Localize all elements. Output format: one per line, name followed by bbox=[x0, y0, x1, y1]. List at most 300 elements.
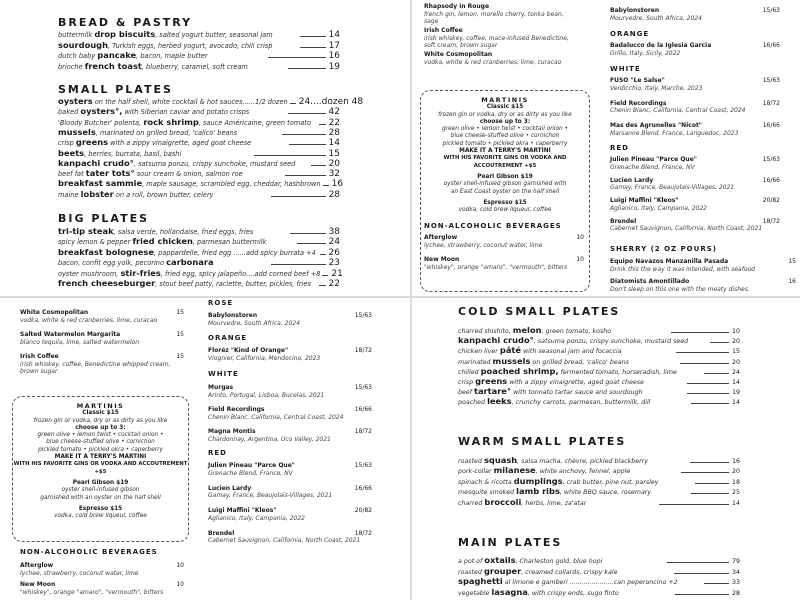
menu-item-row bbox=[58, 227, 340, 237]
section-title-white: WHITE bbox=[610, 65, 641, 73]
menu-item-description bbox=[458, 466, 679, 476]
drink-item bbox=[20, 581, 184, 596]
drink-price: 18/72 bbox=[354, 529, 372, 537]
menu-item-price: 20 bbox=[732, 338, 741, 346]
drink-description: Chenin Blanc, California, Central Coast, 2024 bbox=[610, 107, 746, 115]
drink-description: Chenin Blanc, California, Central Coast, 2024 bbox=[208, 413, 344, 421]
section-title-orange: ORANGE bbox=[610, 30, 650, 38]
drink-description: irish whiskey, coffee, Benedictine whipped cream, brown sugar bbox=[20, 360, 171, 376]
menu-item-prefix: vegetable bbox=[458, 589, 490, 597]
drink-name: Salted Watermelon Margarita bbox=[20, 331, 121, 338]
menu-item-detail: , satsuma ponzu, crispy sunchoke, mustard seed bbox=[133, 159, 296, 168]
martini-options: pickled tomato • pickled okra • caperberry bbox=[38, 446, 163, 453]
leader-line bbox=[282, 134, 325, 135]
menu-item-detail: , herbs, lime, za'atar bbox=[521, 499, 587, 507]
menu-item-price: 16 bbox=[328, 51, 341, 61]
section-title-bread: BREAD & PASTRY bbox=[58, 16, 193, 29]
menu-item-price: 22 bbox=[328, 279, 340, 289]
menu-item-prefix: a pot of bbox=[458, 558, 483, 565]
drink-item bbox=[208, 507, 372, 522]
drink-name: Julien Pineau "Parce Que" bbox=[610, 156, 697, 163]
menu-item-price: 14 bbox=[328, 138, 340, 149]
drink-item bbox=[424, 256, 584, 271]
martini-terry: MAKE IT A TERRY'S MARTINI bbox=[459, 148, 551, 155]
drink-item bbox=[610, 218, 780, 233]
drink-description: Verdicchio, Italy, Marche, 2023 bbox=[610, 84, 703, 92]
martini-classic-desc: frozen gin or vodka, dry or as dirty as you like bbox=[438, 111, 572, 118]
drink-name: Lucien Lardy bbox=[610, 176, 654, 184]
menu-item-detail: , maple sausage, scrambled egg, cheddar, hashbrown bbox=[142, 180, 321, 189]
menu-item-detail: , bacon, maple butter bbox=[136, 52, 208, 60]
martini-options: green olive • lemon twist • cocktail onion • bbox=[37, 432, 164, 439]
martini-terry-desc: WITH HIS FAVORITE GINS OR VODKA AND ACCOUTREMENT +$5 bbox=[443, 155, 567, 169]
menu-item-description bbox=[458, 397, 689, 407]
drink-price: 10 bbox=[576, 234, 584, 241]
drink-item bbox=[610, 122, 780, 137]
section-title-small-plates: SMALL PLATES bbox=[58, 83, 173, 96]
drink-description: Mourvedre, South Africa, 2024 bbox=[610, 14, 702, 22]
section-title-non-alcoholic-2: NON-ALCOHOLIC BEVERAGES bbox=[20, 548, 158, 556]
menu-item-row bbox=[58, 138, 340, 148]
drink-price: 15 bbox=[788, 258, 796, 265]
menu-item-description bbox=[458, 346, 674, 356]
section-title-rose: ROSE bbox=[208, 299, 234, 307]
drink-item bbox=[208, 384, 372, 399]
menu-item-detail: fermented tomato, horseradish, lime bbox=[558, 368, 677, 376]
martini-terry-desc: WITH HIS FAVORITE GINS OR VODKA AND ACCOUTREMENT +$5 bbox=[13, 461, 188, 475]
menu-item-prefix: baked bbox=[58, 108, 79, 117]
menu-item-prefix: pork-collar bbox=[458, 468, 492, 476]
drink-description: Aglianico, Italy, Campania, 2022 bbox=[208, 514, 305, 522]
drink-description: vodka, white & red cranberries, lime, curacao bbox=[424, 58, 562, 66]
drink-price: 18/72 bbox=[354, 428, 372, 435]
menu-item-row bbox=[458, 588, 740, 598]
menu-item-name: lasagna bbox=[491, 586, 528, 597]
menu-item-description bbox=[458, 567, 672, 577]
leader-line bbox=[300, 36, 325, 37]
menu-item-price: 26 bbox=[328, 247, 340, 258]
drink-name: Murgas bbox=[208, 384, 234, 391]
menu-item-prefix: charred shishito, bbox=[458, 328, 511, 335]
menu-item-detail: , blueberry, caramel, soft cream bbox=[141, 62, 248, 71]
drink-name: New Moon bbox=[424, 256, 460, 263]
drink-price: 16/66 bbox=[762, 176, 780, 184]
leader-line bbox=[271, 264, 326, 265]
leader-line bbox=[268, 57, 326, 58]
martinis-title: MARTINIS bbox=[76, 402, 125, 410]
menu-item-prefix: chicken liver bbox=[458, 348, 498, 356]
menu-item-detail: on the half shell, white cocktail & hot sauces......1/2 dozen bbox=[92, 98, 288, 106]
menu-item-description bbox=[58, 258, 269, 268]
drink-name: Babylonstoren bbox=[208, 312, 258, 319]
leader-line bbox=[704, 583, 729, 584]
drink-name: Afterglow bbox=[424, 234, 458, 241]
menu-item-description bbox=[458, 336, 708, 346]
drink-item bbox=[424, 234, 584, 249]
menu-item-prefix: maine bbox=[58, 190, 79, 199]
drink-item bbox=[208, 406, 372, 421]
drink-item bbox=[20, 309, 184, 324]
drink-name: Badalucco de la Iglesia Garcia bbox=[610, 42, 712, 49]
leader-line bbox=[320, 254, 326, 255]
menu-item-description bbox=[58, 279, 317, 289]
drink-name: Babylonstoren bbox=[610, 7, 660, 14]
menu-item-name: lobster bbox=[80, 188, 114, 199]
drink-description: Cabernet Sauvignon, California, North Coast, 2021 bbox=[610, 225, 763, 233]
drink-name: Equipo Navazos Manzanilla Pasada bbox=[610, 258, 729, 265]
menu-item-detail: , green tomato, kosho bbox=[541, 328, 612, 335]
menu-item-detail: , parmesan buttermilk bbox=[192, 238, 267, 247]
drink-item bbox=[208, 428, 372, 443]
leader-line bbox=[288, 113, 325, 114]
menu-item-price: 20 bbox=[328, 158, 341, 169]
drink-description: Cabernet Sauvignon, California, North Coast, 2021 bbox=[208, 537, 361, 545]
menu-item-row bbox=[458, 397, 740, 407]
drink-item bbox=[610, 177, 780, 192]
menu-item-detail: , marinated on grilled bread, 'calico' beans bbox=[95, 128, 238, 137]
drink-name: Brendel bbox=[610, 217, 637, 225]
leader-line bbox=[289, 144, 325, 145]
drink-description: Grenache Blend, France, NV bbox=[610, 163, 695, 171]
drink-name: Afterglow bbox=[20, 562, 54, 569]
menu-item-description bbox=[58, 62, 286, 72]
drink-description: "whiskey", orange "amaro", "vermouth", bitters bbox=[424, 263, 568, 271]
drink-description: french gin, lemon, morello cherry, tonka bean, sage bbox=[424, 10, 564, 26]
menu-item-description bbox=[458, 498, 657, 508]
menu-item-description bbox=[58, 138, 287, 148]
menu-item-name: greens bbox=[75, 137, 109, 148]
leader-line bbox=[323, 185, 329, 186]
menu-item-prefix: poached bbox=[458, 399, 486, 407]
drink-price: 10 bbox=[576, 256, 584, 263]
menu-item-row bbox=[458, 466, 740, 476]
menu-item-prefix: crisp bbox=[458, 379, 474, 386]
leader-line bbox=[319, 124, 325, 125]
drink-description: Mourvedre, South Africa, 2024 bbox=[208, 319, 300, 327]
menu-item-row bbox=[58, 107, 340, 117]
drink-price: 15/63 bbox=[762, 156, 780, 163]
leader-line bbox=[667, 562, 729, 563]
menu-item-prefix: chilled bbox=[458, 368, 479, 376]
section-title-red: RED bbox=[610, 144, 629, 152]
drink-price: 18/72 bbox=[762, 99, 780, 107]
drink-price: 16/66 bbox=[762, 122, 780, 129]
section-title-cold-small-plates: COLD SMALL PLATES bbox=[458, 305, 621, 318]
drink-name: Magna Montis bbox=[208, 428, 256, 435]
menu-item-name: kanpachi crudo° bbox=[58, 157, 134, 168]
menu-item-description bbox=[58, 41, 298, 51]
martini-options: blue cheese-stuffed olive • cornichon bbox=[450, 133, 560, 140]
drink-item bbox=[610, 100, 780, 115]
drink-item bbox=[610, 77, 780, 92]
menu-page-brunch bbox=[0, 0, 410, 296]
leader-line bbox=[671, 332, 729, 333]
leader-line bbox=[674, 573, 729, 574]
leader-line bbox=[681, 472, 729, 473]
menu-item-prefix: bacon, confit egg yolk, pecorino bbox=[58, 259, 164, 268]
menu-item-detail: on a roll, brown butter, celery bbox=[113, 190, 214, 199]
drink-name: Lucien Lardy bbox=[208, 484, 252, 492]
drink-price: 16/66 bbox=[354, 484, 372, 492]
menu-item-name: poached shrimp, bbox=[480, 365, 559, 376]
menu-item-name: drop biscuits bbox=[94, 29, 156, 39]
menu-item-name: fried chicken bbox=[132, 236, 193, 247]
menu-item-row bbox=[458, 577, 740, 587]
menu-item-description bbox=[58, 190, 269, 200]
menu-item-price: 16 bbox=[331, 179, 344, 190]
drink-description: vodka, white & red cranberries, lime, curacao bbox=[20, 316, 158, 324]
leader-line bbox=[290, 103, 296, 104]
menu-item-price: 34 bbox=[731, 568, 740, 576]
leader-line bbox=[690, 462, 730, 463]
leader-line bbox=[680, 363, 729, 364]
menu-item-detail: , salsa macha, chèvre, pickled blackberry bbox=[517, 458, 648, 465]
menu-item-price: 25 bbox=[732, 489, 741, 497]
menu-item-description bbox=[458, 588, 673, 598]
leader-line bbox=[687, 393, 729, 394]
menu-item-description bbox=[458, 456, 688, 466]
leader-line bbox=[676, 352, 729, 353]
drink-item bbox=[610, 197, 780, 212]
drink-description: blanco tequila, lime, salted watermelon bbox=[20, 338, 139, 346]
martini-gibson: Pearl Gibson $19 bbox=[477, 173, 533, 180]
drink-description: Don't sleep on this one with the meaty dishes. bbox=[610, 285, 750, 293]
drink-item bbox=[208, 312, 372, 327]
menu-item-price: 14 bbox=[731, 379, 740, 386]
menu-item-detail: , with crispy ends, sugo finto bbox=[527, 589, 619, 597]
drink-item bbox=[424, 3, 584, 26]
menu-item-prefix: roasted bbox=[458, 568, 482, 576]
section-title-big-plates: BIG PLATES bbox=[58, 212, 150, 225]
menu-item-name: tater tots° bbox=[85, 168, 135, 179]
section-title-white-2: WHITE bbox=[208, 370, 239, 378]
menu-item-detail: with a zippy vinaigrette, aged goat cheese bbox=[108, 139, 252, 148]
drink-item bbox=[610, 156, 780, 171]
drink-description: "whiskey", orange "amaro", "vermouth", bitters bbox=[20, 588, 164, 596]
martinis-box-2 bbox=[12, 396, 189, 542]
menu-item-price: 32 bbox=[328, 169, 341, 180]
drink-description: irish whiskey, coffee, mace-infused Benedictine, soft cream, brown sugar bbox=[424, 34, 569, 50]
drink-name: Rhapsody in Rouge bbox=[424, 3, 490, 10]
menu-item-description bbox=[458, 577, 702, 587]
leader-line bbox=[691, 493, 729, 494]
martini-classic-desc: frozen gin or vodka, dry or as dirty as you like bbox=[33, 417, 168, 424]
drink-price: 15 bbox=[176, 331, 184, 338]
section-title-sherry: SHERRY (2 OZ POURS) bbox=[610, 245, 717, 253]
menu-item-detail: , stout beef patty, raclette, butter, pickles, fries bbox=[155, 280, 311, 288]
menu-item-name: carbonara bbox=[166, 257, 214, 268]
menu-item-price: 16 bbox=[732, 458, 741, 465]
menu-item-prefix: roasted bbox=[458, 458, 482, 465]
martini-gibson-desc: garnished with an oyster on the half shell bbox=[40, 494, 161, 501]
section-title-warm-small-plates: WARM SMALL PLATES bbox=[458, 435, 627, 448]
menu-item-name: oxtails bbox=[484, 555, 516, 565]
martini-options: blue cheese-stuffed olive • cornichon bbox=[46, 439, 155, 446]
drink-name: Irish Coffee bbox=[20, 353, 59, 360]
drink-name: Luigi Maffini "Kleos" bbox=[610, 197, 679, 204]
menu-item-row bbox=[58, 118, 340, 128]
menu-item-description bbox=[458, 556, 665, 566]
menu-item-price: 24 bbox=[732, 368, 741, 376]
leader-line bbox=[271, 196, 326, 197]
menu-item-detail: , white anchovy, fennel, apple bbox=[535, 468, 631, 476]
menu-item-detail: , crab butter, pine nut, parsley bbox=[562, 478, 659, 486]
drink-item bbox=[20, 331, 184, 346]
drink-name: Brendel bbox=[208, 529, 235, 537]
menu-item-detail: , white BBQ sauce, rosemary bbox=[559, 489, 652, 497]
menu-item-name: leeks bbox=[487, 396, 512, 407]
menu-item-name: squash bbox=[483, 455, 518, 465]
leader-line bbox=[319, 285, 325, 286]
drink-price: 15/63 bbox=[762, 7, 780, 14]
menu-item-price: 14 bbox=[328, 30, 340, 40]
martini-gibson-desc: an East Coast oyster on the half shell bbox=[450, 188, 560, 195]
menu-item-row bbox=[58, 62, 340, 72]
menu-item-price: 19 bbox=[328, 61, 341, 72]
menu-item-price: 42 bbox=[328, 107, 340, 118]
menu-page-drinks-top bbox=[412, 0, 800, 296]
martinis-title: MARTINIS bbox=[481, 96, 529, 104]
menu-item-price: 28 bbox=[328, 127, 341, 138]
menu-item-prefix: brioche bbox=[58, 62, 83, 71]
drink-price: 18/72 bbox=[354, 347, 372, 354]
menu-item-row bbox=[58, 30, 340, 40]
drink-price: 15/63 bbox=[762, 77, 780, 84]
martini-choose: choose up to 3: bbox=[479, 118, 531, 125]
drink-price: 15/63 bbox=[354, 462, 372, 469]
drink-price: 16/66 bbox=[354, 406, 372, 413]
menu-item-price: 28 bbox=[731, 589, 740, 597]
menu-item-detail: with seasonal jam and focaccia bbox=[521, 348, 622, 356]
menu-item-price: 15 bbox=[328, 148, 340, 159]
leader-line bbox=[691, 403, 729, 404]
menu-item-detail: , Turkish eggs, herbed yogurt, avocado, chili crisp bbox=[108, 41, 273, 50]
menu-page-dinner bbox=[412, 298, 800, 600]
menu-item-row bbox=[458, 498, 740, 508]
drink-price: 15/63 bbox=[354, 312, 372, 319]
menu-item-price: 23 bbox=[328, 258, 341, 269]
section-title-non-alcoholic: NON-ALCOHOLIC BEVERAGES bbox=[424, 222, 562, 230]
drink-item bbox=[610, 278, 796, 293]
menu-item-price: 20 bbox=[732, 358, 741, 366]
menu-item-prefix: beef bbox=[458, 389, 472, 397]
drink-price: 10 bbox=[176, 562, 184, 569]
menu-page-drinks-bottom bbox=[0, 298, 410, 600]
drink-name: Julien Pineau "Parce Que" bbox=[208, 462, 295, 469]
martini-choose: choose up to 3: bbox=[75, 424, 126, 431]
martini-espresso: Espresso $15 bbox=[78, 505, 123, 512]
menu-item-detail: , salted yogurt butter, seasonal jam bbox=[155, 31, 273, 39]
menu-item-detail: , crunchy carrots, parmesan, buttermilk, dill bbox=[511, 399, 651, 407]
menu-item-prefix: oyster mushroom, bbox=[58, 269, 119, 278]
menu-item-prefix: crisp bbox=[58, 139, 74, 148]
drink-description: Gamay, France, Beaujolais-Villages, 2021 bbox=[610, 184, 735, 192]
menu-item-name: stir-fries bbox=[120, 267, 161, 278]
leader-line bbox=[254, 155, 325, 156]
martini-espresso-desc: vodka, cold brew liqueur, coffee bbox=[54, 513, 147, 520]
section-title-red-2: RED bbox=[208, 449, 227, 457]
menu-item-prefix: mesquite smoked bbox=[458, 489, 515, 497]
menu-item-detail: , berries, burrata, basil, bashi bbox=[84, 149, 182, 158]
menu-item-name: mussels bbox=[492, 355, 531, 366]
menu-item-price: 17 bbox=[328, 40, 341, 51]
drink-name: White Cosmopolitan bbox=[20, 309, 89, 316]
drink-item bbox=[610, 258, 796, 273]
drink-name: Irish Coffee bbox=[424, 27, 463, 34]
drink-price: 16 bbox=[788, 278, 796, 285]
drink-item bbox=[208, 530, 372, 545]
drink-description: lychee, strawberry, coconut water, lime bbox=[20, 569, 139, 577]
menu-item-detail: with tonnato tartar sauce and sourdough bbox=[511, 389, 643, 397]
leader-line bbox=[285, 175, 325, 176]
menu-item-detail: sour cream & onion, salmon roe bbox=[134, 170, 243, 179]
menu-item-name: oysters°, bbox=[80, 106, 123, 117]
menu-item-detail: al limone e gamberi ......................can peperoncino +2 bbox=[502, 579, 678, 586]
menu-item-detail: with Siberian caviar and potato crisps bbox=[122, 108, 250, 117]
drink-name: White Cosmopolitan bbox=[424, 51, 493, 58]
drink-description: Viognier, California, Mendocino, 2023 bbox=[208, 354, 321, 362]
menu-item-price: 22 bbox=[328, 117, 341, 128]
martini-espresso-desc: vodka, cold brew liqueur, coffee bbox=[458, 207, 552, 214]
menu-item-detail: , sauce Américaine, green tomato bbox=[198, 118, 311, 127]
menu-item-name: french cheeseburger bbox=[58, 278, 156, 288]
menu-item-name: tri-tip steak bbox=[58, 226, 114, 236]
martini-gibson-desc: oyster shell-infused gibson garnished with bbox=[443, 181, 567, 188]
menu-item-name: dumplings bbox=[513, 475, 563, 486]
drink-price: 15/63 bbox=[354, 384, 372, 391]
leader-line bbox=[710, 342, 729, 343]
menu-item-name: beets bbox=[58, 147, 85, 158]
menu-item-row bbox=[58, 41, 340, 51]
menu-item-name: milanese bbox=[493, 465, 536, 476]
menu-item-row bbox=[458, 556, 740, 566]
drink-description: Gamay, France, Beaujolais-Villages, 2021 bbox=[208, 492, 333, 500]
menu-item-price: 14 bbox=[732, 499, 741, 507]
section-title-main-plates: MAIN PLATES bbox=[458, 536, 563, 549]
menu-item-price: 33 bbox=[731, 579, 740, 586]
drink-price: 15 bbox=[176, 309, 184, 316]
drink-price: 15 bbox=[176, 353, 184, 360]
drink-description: Chardonnay, Argentina, Uco Valley, 2021 bbox=[208, 435, 331, 443]
drink-price: 20/82 bbox=[354, 507, 372, 514]
menu-item-description bbox=[458, 477, 693, 487]
menu-item-row bbox=[458, 567, 740, 577]
menu-item-name: sourdough bbox=[58, 39, 109, 50]
drink-name: Field Recordings bbox=[208, 406, 265, 413]
leader-line bbox=[687, 383, 729, 384]
menu-item-name: lamb ribs bbox=[516, 486, 560, 497]
leader-line bbox=[288, 68, 326, 69]
menu-item-price: 18 bbox=[732, 478, 741, 486]
leader-line bbox=[675, 594, 729, 595]
menu-item-prefix: spinach & ricotta bbox=[458, 478, 512, 486]
menu-item-detail: , pappardelle, fried egg ......add spicy burrata +4 bbox=[154, 248, 316, 257]
menu-item-row bbox=[58, 258, 340, 268]
menu-item-prefix: buttermilk bbox=[58, 31, 93, 39]
menu-item-name: oysters bbox=[58, 96, 93, 106]
leader-line bbox=[322, 275, 328, 276]
drink-description: Grenache Blend, France, NV bbox=[208, 469, 293, 477]
menu-item-name: melon bbox=[512, 325, 542, 335]
menu-item-detail: , salsa verde, hollandaise, fried eggs, fries bbox=[113, 228, 254, 236]
menu-item-row bbox=[458, 477, 740, 487]
martini-terry: MAKE IT A TERRY'S MARTINI bbox=[54, 454, 147, 461]
martini-gibson: Pearl Gibson $19 bbox=[72, 479, 129, 486]
menu-item-price: 38 bbox=[328, 227, 341, 237]
menu-item-price: 14 bbox=[731, 399, 740, 407]
drink-description: Drink this the way it was intended, with seafood bbox=[610, 265, 755, 273]
drink-name: Mas des Agrunelles "Nicot" bbox=[610, 122, 702, 129]
